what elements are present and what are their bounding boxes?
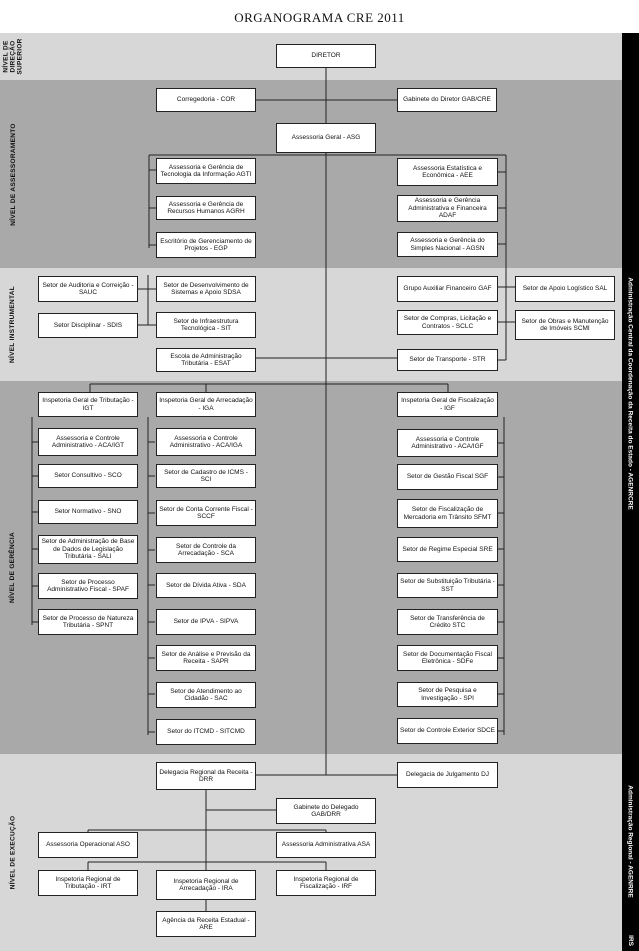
box-asg: Assessoria Geral - ASG xyxy=(276,123,376,153)
box-spnt: Setor de Processo de Natureza Tributária - SPNT xyxy=(38,609,138,635)
box-str: Setor de Transporte - STR xyxy=(397,349,498,371)
box-sco: Setor Consultivo - SCO xyxy=(38,464,138,488)
box-sauc: Setor de Auditoria e Correição - SAUC xyxy=(38,276,138,302)
box-sda: Setor de Dívida Ativa - SDA xyxy=(156,573,256,598)
box-sfmt: Setor de Fiscalização de Mercadoria em Trânsito SFMT xyxy=(397,499,498,528)
level-label-execucao: NÍVEL DE EXECUÇÃO xyxy=(9,815,17,890)
box-aso: Assessoria Operacional ASO xyxy=(38,832,138,858)
box-cor: Corregedoria - COR xyxy=(156,88,256,112)
box-sdfe: Setor de Documentação Fiscal Eletrônica - SDFe xyxy=(397,645,498,671)
box-esat: Escola de Administração Tributária - ESAT xyxy=(156,348,256,372)
box-sclc: Setor de Compras, Licitação e Contratos - SCLC xyxy=(397,310,498,335)
box-sitcmd: Setor do ITCMD - SITCMD xyxy=(156,719,256,745)
box-sal: Setor de Apoio Logístico SAL xyxy=(515,276,615,302)
box-iga: Inspetoria Geral de Arrecadação - IGA xyxy=(156,392,256,417)
box-sapr: Setor de Análise e Previsão da Receita - SAPR xyxy=(156,645,256,671)
box-scmi: Setor de Obras e Manutenção de Imóveis SCMI xyxy=(515,310,615,340)
box-acaigf: Assessoria e Controle Administrativo - ACA/IGF xyxy=(397,429,498,457)
box-are: Agência da Receita Estadual - ARE xyxy=(156,911,256,937)
box-sdsa: Setor de Desenvolvimento de Sistemas e Apoio SDSA xyxy=(156,276,256,302)
level-label-assessoramento: NÍVEL DE ASSESSORAMENTO xyxy=(9,122,17,226)
box-igt: Inspetoria Geral de Tributação - IGT xyxy=(38,392,138,417)
box-sac: Setor de Atendimento ao Cidadão - SAC xyxy=(156,682,256,708)
box-acagt: Assessoria e Controle Administrativo - ACA/IGT xyxy=(38,428,138,456)
side-label-agenrre: Administração Regional - AGENRRE xyxy=(622,754,639,929)
box-sre: Setor de Regime Especial SRE xyxy=(397,537,498,562)
side-label-irs: IRS xyxy=(622,929,639,951)
box-igf: Inspetoria Geral de Fiscalização - IGF xyxy=(397,392,498,417)
box-drr: Delegacia Regional da Receita - DRR xyxy=(156,762,256,790)
chart-title: ORGANOGRAMA CRE 2011 xyxy=(234,10,405,25)
box-sit: Setor de Infraestrutura Tecnológica - SIT xyxy=(156,312,256,338)
box-ira: Inspetoria Regional de Arrecadação - IRA xyxy=(156,870,256,900)
box-spaf: Setor de Processo Administrativo Fiscal - SPAF xyxy=(38,573,138,599)
box-gabdrr: Gabinete do Delegado GAB/DRR xyxy=(276,798,376,824)
box-diretor: DIRETOR xyxy=(276,44,376,68)
side-label-agenrcre: Administração Central da Coordenação da Receita do Estado - AGENRCRE xyxy=(622,33,639,754)
box-sdce: Setor de Controle Exterior SDCE xyxy=(397,718,498,744)
box-aee: Assessoria Estatística e Econômica - AEE xyxy=(397,158,498,186)
box-sca: Setor de Controle da Arrecadação - SCA xyxy=(156,537,256,563)
box-irt: Inspetoria Regional de Tributação - IRT xyxy=(38,870,138,896)
level-label-superior: NÍVEL DE DIREÇÃO SUPERIOR xyxy=(2,38,24,75)
box-stc: Setor de Transferência de Crédito STC xyxy=(397,609,498,635)
box-sgf: Setor de Gestão Fiscal SGF xyxy=(397,464,498,490)
box-agsn: Assessoria e Gerência do Simples Nacional - AGSN xyxy=(397,232,498,257)
box-agrh: Assessoria e Gerência de Recursos Humanos AGRH xyxy=(156,196,256,220)
box-spi: Setor de Pesquisa e Investigação - SPI xyxy=(397,682,498,707)
box-asa: Assessoria Administrativa ASA xyxy=(276,832,376,858)
box-gab: Gabinete do Diretor GAB/CRE xyxy=(397,88,497,112)
box-sci: Setor de Cadastro de ICMS - SCI xyxy=(156,464,256,488)
box-sipva: Setor de IPVA - SIPVA xyxy=(156,609,256,635)
box-egp: Escritório de Gerenciamento de Projetos - EGP xyxy=(156,232,256,258)
box-sali: Setor de Administração de Base de Dados de Legislação Tributária - SALI xyxy=(38,535,138,564)
level-label-gerencia: NÍVEL DE GERÊNCIA xyxy=(9,531,17,604)
box-sno: Setor Normativo - SNO xyxy=(38,500,138,524)
box-gaf: Grupo Auxiliar Financeiro GAF xyxy=(397,276,498,302)
box-adaf: Assessoria e Gerência Administrativa e Financeira ADAF xyxy=(397,195,498,222)
box-sst: Setor de Substituição Tributária - SST xyxy=(397,573,498,598)
box-irf: Inspetoria Regional de Fiscalização - IRF xyxy=(276,870,376,896)
box-sccf: Setor de Conta Corrente Fiscal - SCCF xyxy=(156,500,256,526)
box-dj: Delegacia de Julgamento DJ xyxy=(397,762,498,788)
box-acaiga: Assessoria e Controle Administrativo - ACA/IGA xyxy=(156,428,256,456)
box-agti: Assessoria e Gerência de Tecnologia da Informação AGTI xyxy=(156,158,256,184)
box-sdis: Setor Disciplinar - SDIS xyxy=(38,313,138,338)
level-label-instrumental: NÍVEL INSTRUMENTAL xyxy=(9,285,17,364)
